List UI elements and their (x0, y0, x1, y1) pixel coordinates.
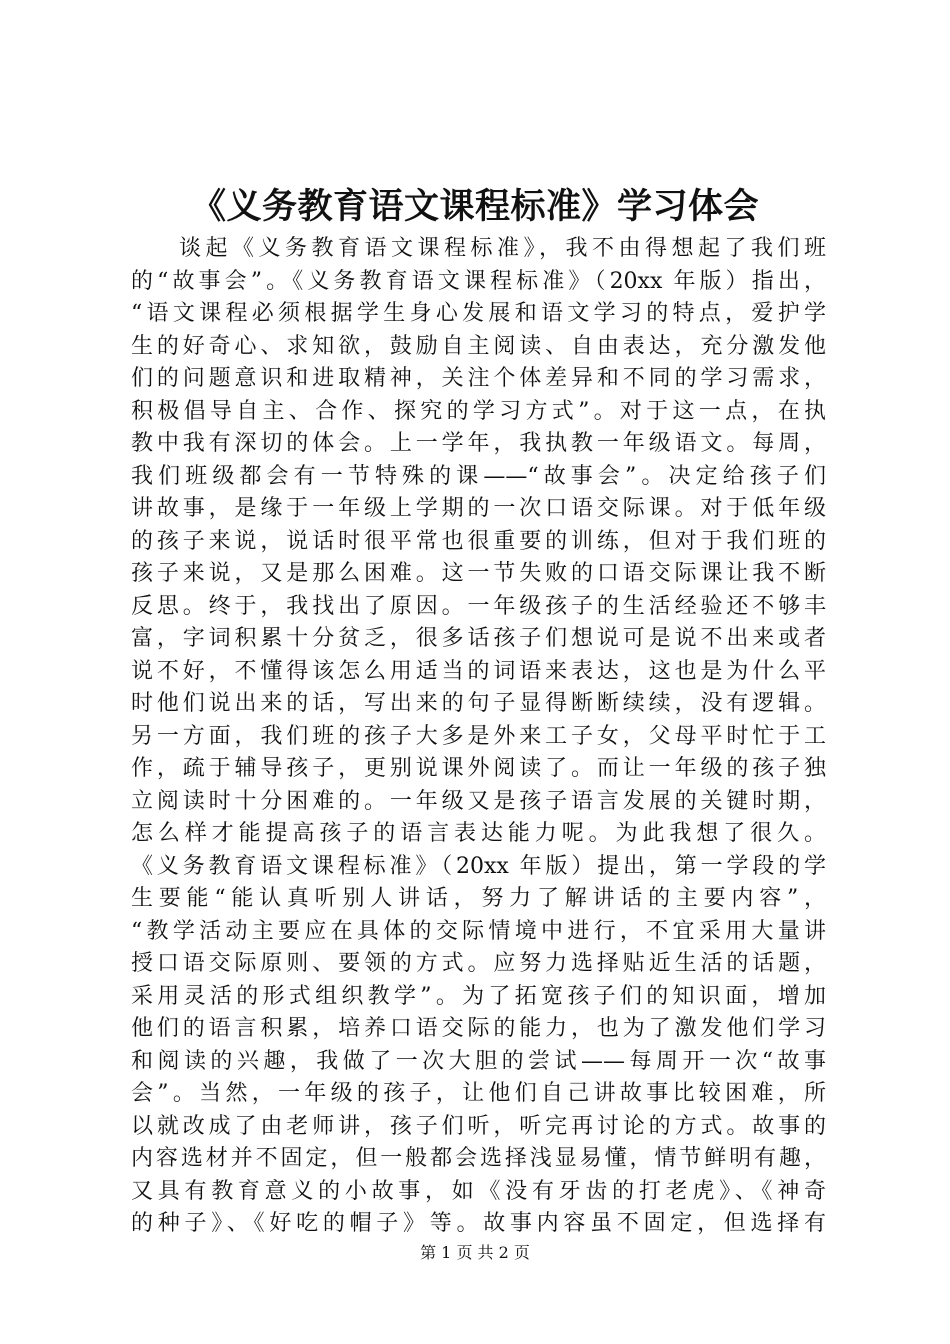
text-line: 又具有教育意义的小故事，如《没有牙齿的打老虎》、《神奇 (131, 1178, 826, 1204)
text-line: 他们的语言积累，培养口语交际的能力，也为了激发他们学习 (131, 1016, 826, 1041)
text-line: 《义务教育语文课程标准》（20xx 年版）提出，第一学段的学 (131, 853, 826, 879)
text-line: 授口语交际原则、要领的方式。应努力选择贴近生活的话题， (131, 951, 826, 976)
text-line: 孩子来说，又是那么困难。这一节失败的口语交际课让我不断 (131, 561, 826, 586)
text-line: 的种子》、《好吃的帽子》等。故事内容虽不固定，但选择有 (131, 1211, 826, 1236)
page-title: 《义务教育语文课程标准》学习体会 (190, 186, 759, 227)
document-body (131, 233, 826, 1241)
text-line: 会”。当然，一年级的孩子，让他们自己讲故事比较困难，所 (131, 1081, 826, 1106)
text-line: 以就改成了由老师讲，孩子们听，听完再讨论的方式。故事的 (131, 1113, 826, 1139)
page-number: 第 1 页 共 2 页 (420, 1243, 530, 1262)
text-line: 讲故事，是缘于一年级上学期的一次口语交际课。对于低年级 (131, 496, 826, 521)
text-line: 生要能“能认真听别人讲话，努力了解讲话的主要内容”， (131, 886, 826, 911)
text-line: 生的好奇心、求知欲，鼓励自主阅读、自由表达，充分激发他 (131, 333, 826, 359)
text-line: 反思。终于，我找出了原因。一年级孩子的生活经验还不够丰 (131, 593, 826, 619)
text-line: 的“故事会”。《义务教育语文课程标准》（20xx 年版）指出， (131, 268, 826, 294)
text-line: 采用灵活的形式组织教学”。为了拓宽孩子们的知识面，增加 (131, 983, 826, 1009)
text-line: “语文课程必须根据学生身心发展和语文学习的特点，爱护学 (131, 301, 826, 326)
text-line: 时他们说出来的话，写出来的句子显得断断续续，没有逻辑。 (131, 691, 826, 716)
text-line: 作，疏于辅导孩子，更别说课外阅读了。而让一年级的孩子独 (131, 756, 826, 781)
text-line: 们的问题意识和进取精神，关注个体差异和不同的学习需求， (131, 366, 826, 391)
text-line: 内容选材并不固定，但一般都会选择浅显易懂，情节鲜明有趣， (131, 1146, 826, 1171)
text-line: 教中我有深切的体会。上一学年，我执教一年级语文。每周， (131, 431, 826, 456)
text-line: “教学活动主要应在具体的交际情境中进行，不宜采用大量讲 (131, 918, 826, 944)
text-line: 我们班级都会有一节特殊的课——“故事会”。决定给孩子们 (131, 463, 826, 489)
text-line: 立阅读时十分困难的。一年级又是孩子语言发展的关键时期， (131, 788, 826, 814)
text-line: 的孩子来说，说话时很平常也很重要的训练，但对于我们班的 (131, 528, 826, 554)
text-line: 和阅读的兴趣，我做了一次大胆的尝试——每周开一次“故事 (131, 1048, 826, 1074)
text-line: 怎么样才能提高孩子的语言表达能力呢。为此我想了很久。 (131, 821, 826, 846)
text-line: 说不好，不懂得该怎么用适当的词语来表达，这也是为什么平 (131, 658, 826, 684)
text-line: 另一方面，我们班的孩子大多是外来工子女，父母平时忙于工 (131, 723, 826, 749)
text-line: 谈起《义务教育语文课程标准》，我不由得想起了我们班 (179, 236, 826, 261)
text-line: 积极倡导自主、合作、探究的学习方式”。对于这一点，在执 (131, 398, 826, 424)
text-line: 富，字词积累十分贫乏，很多话孩子们想说可是说不出来或者 (131, 626, 826, 651)
